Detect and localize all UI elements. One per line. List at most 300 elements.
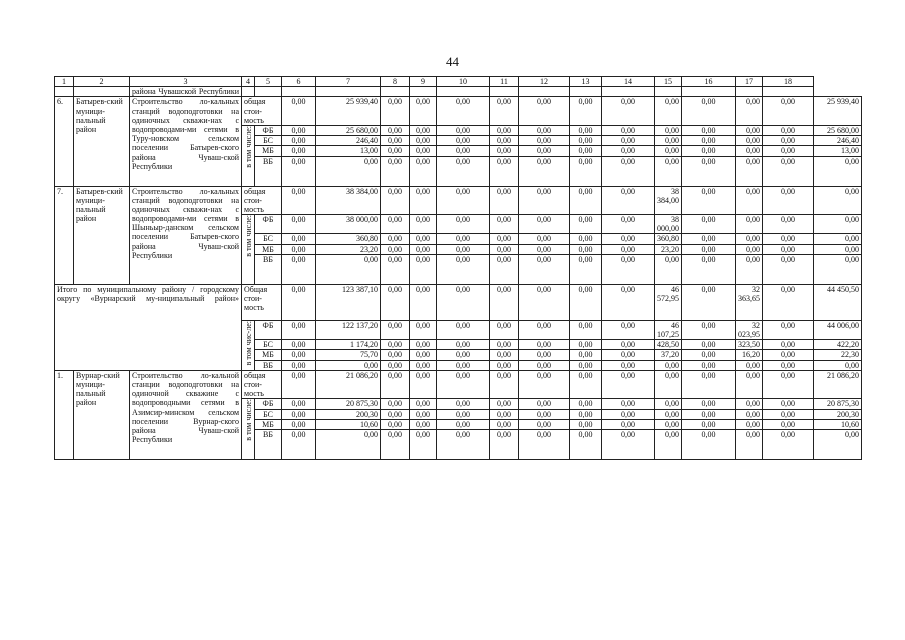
header-row — [55, 77, 862, 87]
source-cell: 0,00 — [602, 429, 655, 459]
total-cell: 0,00 — [682, 370, 736, 399]
source-cell: 0,00 — [602, 234, 655, 244]
total-cost-label: общая стои-мость — [242, 370, 282, 399]
total-cell: 0,00 — [736, 97, 763, 126]
summary-label: Итого по муниципальному району / городскому округу «Вурнарский му-ниципальный район» — [55, 284, 242, 370]
budget-source-label: ВБ — [255, 429, 282, 459]
summary-source-cell: 0,00 — [682, 350, 736, 360]
empty-cell — [736, 87, 763, 97]
source-cell: 0,00 — [763, 419, 814, 429]
source-cell: 0,00 — [410, 146, 437, 156]
summary-source-cell: 0,00 — [410, 360, 437, 370]
summary-cell: 44 450,50 — [814, 284, 862, 320]
row-number: 7. — [55, 186, 74, 284]
total-cell: 0,00 — [437, 370, 490, 399]
source-cell: 246,40 — [316, 136, 381, 146]
total-cost-label: общая стои-мость — [242, 186, 282, 215]
district-name: Батырев-ский муници-пальный район — [74, 97, 130, 186]
source-cell: 13,00 — [316, 146, 381, 156]
district-name: Вурнар-ский муници-пальный район — [74, 370, 130, 459]
column-number: 16 — [682, 77, 736, 87]
summary-source-cell: 75,70 — [316, 350, 381, 360]
total-cell: 0,00 — [814, 186, 862, 215]
source-cell: 0,00 — [763, 125, 814, 135]
summary-source-cell: 0,00 — [437, 360, 490, 370]
source-cell: 0,00 — [437, 146, 490, 156]
summary-source-cell: 32 023,95 — [736, 320, 763, 339]
source-cell: 0,00 — [282, 244, 316, 254]
source-cell: 0,00 — [602, 125, 655, 135]
total-cell: 25 939,40 — [814, 97, 862, 126]
source-cell: 0,00 — [682, 409, 736, 419]
source-cell: 0,00 — [282, 136, 316, 146]
budget-source-label: БС — [255, 340, 282, 350]
project-total-row — [55, 186, 862, 215]
summary-source-cell: 0,00 — [682, 340, 736, 350]
source-cell: 0,00 — [655, 429, 682, 459]
in-total-label — [242, 215, 255, 285]
source-cell: 0,00 — [437, 234, 490, 244]
in-total-label — [242, 399, 255, 460]
source-cell: 0,00 — [682, 125, 736, 135]
source-cell: 23,20 — [655, 244, 682, 254]
summary-source-cell: 37,20 — [655, 350, 682, 360]
total-cell: 0,00 — [519, 97, 570, 126]
total-cell: 0,00 — [763, 370, 814, 399]
source-cell: 0,00 — [282, 156, 316, 186]
empty-cell — [255, 87, 282, 97]
source-cell: 0,00 — [282, 399, 316, 409]
total-cell: 0,00 — [736, 370, 763, 399]
in-total-text: в том чис-ле: — [244, 320, 253, 366]
summary-source-cell: 0,00 — [763, 360, 814, 370]
column-number: 18 — [763, 77, 814, 87]
source-cell: 0,00 — [410, 136, 437, 146]
source-cell: 0,00 — [570, 254, 602, 284]
continuation-row — [55, 87, 862, 97]
summary-source-cell: 0,00 — [410, 350, 437, 360]
source-cell: 0,00 — [490, 399, 519, 409]
source-cell: 0,00 — [381, 409, 410, 419]
source-cell: 0,00 — [381, 156, 410, 186]
total-cell: 0,00 — [437, 97, 490, 126]
total-cell: 0,00 — [602, 97, 655, 126]
summary-source-cell: 0,00 — [602, 360, 655, 370]
source-cell: 0,00 — [682, 136, 736, 146]
source-cell: 0,00 — [682, 399, 736, 409]
summary-source-cell: 0,00 — [682, 320, 736, 339]
source-cell: 0,00 — [410, 156, 437, 186]
source-cell: 0,00 — [410, 125, 437, 135]
summary-source-cell: 0,00 — [490, 360, 519, 370]
source-cell: 0,00 — [437, 244, 490, 254]
source-cell: 0,00 — [381, 234, 410, 244]
source-cell: 0,00 — [437, 409, 490, 419]
source-cell: 20 875,30 — [814, 399, 862, 409]
source-cell: 0,00 — [570, 125, 602, 135]
source-cell: 0,00 — [655, 146, 682, 156]
source-cell: 0,00 — [602, 399, 655, 409]
summary-source-cell: 0,00 — [519, 340, 570, 350]
summary-source-cell: 0,00 — [381, 350, 410, 360]
source-cell: 0,00 — [490, 125, 519, 135]
summary-source-cell: 0,00 — [682, 360, 736, 370]
project-description: Строительство ло-кальной станции водоподготовки на одиночной скважине с водопроводными сетями в Азимсир-минском сельском поселении Вурнар-ского района Чуваш-ской Республики — [130, 370, 242, 459]
source-cell: 0,00 — [814, 215, 862, 234]
source-cell: 0,00 — [437, 254, 490, 284]
total-cell: 0,00 — [381, 97, 410, 126]
summary-source-cell: 0,00 — [410, 340, 437, 350]
source-cell: 0,00 — [763, 399, 814, 409]
empty-cell — [316, 87, 381, 97]
source-cell: 0,00 — [682, 254, 736, 284]
source-cell: 0,00 — [655, 125, 682, 135]
source-cell: 0,00 — [682, 419, 736, 429]
total-cell: 0,00 — [410, 186, 437, 215]
source-cell: 0,00 — [316, 156, 381, 186]
summary-cell: 0,00 — [763, 284, 814, 320]
source-cell: 0,00 — [570, 215, 602, 234]
column-number: 6 — [282, 77, 316, 87]
project-description: района Чувашской Республики — [130, 87, 242, 97]
total-cell: 38 384,00 — [316, 186, 381, 215]
summary-source-cell: 0,00 — [282, 320, 316, 339]
summary-source-cell: 0,00 — [381, 360, 410, 370]
source-cell: 0,00 — [410, 419, 437, 429]
summary-source-cell: 0,00 — [602, 320, 655, 339]
summary-source-cell: 428,50 — [655, 340, 682, 350]
source-cell: 0,00 — [763, 146, 814, 156]
column-number: 7 — [316, 77, 381, 87]
column-number: 12 — [519, 77, 570, 87]
budget-source-label: ФБ — [255, 320, 282, 339]
summary-source-cell: 0,00 — [763, 340, 814, 350]
source-cell: 360,80 — [316, 234, 381, 244]
total-cost-label: общая стои-мость — [242, 97, 282, 126]
column-number: 4 — [242, 77, 255, 87]
source-cell: 0,00 — [655, 419, 682, 429]
summary-cell: 32 363,65 — [736, 284, 763, 320]
budget-source-label: МБ — [255, 419, 282, 429]
source-cell: 0,00 — [763, 429, 814, 459]
source-cell: 0,00 — [602, 244, 655, 254]
total-cell: 0,00 — [736, 186, 763, 215]
source-cell: 0,00 — [490, 215, 519, 234]
source-cell: 0,00 — [316, 254, 381, 284]
empty-cell — [381, 87, 410, 97]
source-cell: 0,00 — [682, 156, 736, 186]
source-cell: 0,00 — [490, 254, 519, 284]
source-cell: 0,00 — [519, 156, 570, 186]
total-cell: 0,00 — [410, 97, 437, 126]
source-cell: 0,00 — [381, 244, 410, 254]
column-number: 17 — [736, 77, 763, 87]
total-cell: 0,00 — [490, 97, 519, 126]
source-cell: 0,00 — [490, 156, 519, 186]
source-cell: 0,00 — [410, 409, 437, 419]
source-cell: 0,00 — [490, 244, 519, 254]
source-cell: 0,00 — [682, 244, 736, 254]
summary-source-cell: 0,00 — [570, 360, 602, 370]
total-cell: 0,00 — [763, 186, 814, 215]
summary-source-cell: 0,00 — [282, 350, 316, 360]
source-cell: 0,00 — [814, 254, 862, 284]
column-number: 9 — [410, 77, 437, 87]
source-cell: 0,00 — [519, 136, 570, 146]
source-cell: 0,00 — [602, 136, 655, 146]
source-cell: 0,00 — [410, 234, 437, 244]
source-cell: 0,00 — [682, 215, 736, 234]
total-cell: 0,00 — [490, 370, 519, 399]
source-cell: 10,60 — [316, 419, 381, 429]
summary-source-cell: 0,00 — [519, 320, 570, 339]
summary-source-cell: 0,00 — [316, 360, 381, 370]
source-cell: 0,00 — [381, 146, 410, 156]
source-cell: 0,00 — [282, 146, 316, 156]
source-cell: 0,00 — [570, 136, 602, 146]
total-cell: 0,00 — [682, 97, 736, 126]
total-cell: 0,00 — [490, 186, 519, 215]
source-cell: 0,00 — [814, 244, 862, 254]
summary-source-cell: 0,00 — [519, 350, 570, 360]
source-cell: 0,00 — [570, 234, 602, 244]
summary-source-cell: 16,20 — [736, 350, 763, 360]
source-cell: 0,00 — [519, 244, 570, 254]
budget-source-label: ФБ — [255, 215, 282, 234]
source-cell: 0,00 — [282, 419, 316, 429]
summary-source-cell: 0,00 — [437, 340, 490, 350]
source-cell: 20 875,30 — [316, 399, 381, 409]
source-cell: 0,00 — [519, 146, 570, 156]
source-cell: 23,20 — [316, 244, 381, 254]
summary-source-cell: 0,00 — [570, 320, 602, 339]
column-number: 2 — [74, 77, 130, 87]
source-cell: 0,00 — [519, 215, 570, 234]
source-cell: 0,00 — [437, 399, 490, 409]
summary-source-cell: 0,00 — [602, 350, 655, 360]
source-cell: 0,00 — [570, 419, 602, 429]
source-cell: 0,00 — [763, 136, 814, 146]
source-cell: 0,00 — [736, 234, 763, 244]
column-number: 11 — [490, 77, 519, 87]
source-cell: 0,00 — [736, 409, 763, 419]
source-cell: 0,00 — [763, 244, 814, 254]
source-cell: 0,00 — [519, 399, 570, 409]
source-cell: 0,00 — [282, 409, 316, 419]
source-cell: 0,00 — [736, 136, 763, 146]
source-cell: 25 680,00 — [814, 125, 862, 135]
source-cell: 0,00 — [736, 125, 763, 135]
source-cell: 0,00 — [655, 399, 682, 409]
summary-source-cell: 422,20 — [814, 340, 862, 350]
total-cell: 25 939,40 — [316, 97, 381, 126]
empty-cell — [519, 87, 570, 97]
source-cell: 0,00 — [519, 419, 570, 429]
summary-source-cell: 44 006,00 — [814, 320, 862, 339]
summary-source-cell: 0,00 — [655, 360, 682, 370]
page-number: 44 — [446, 54, 459, 69]
project-total-row — [55, 370, 862, 399]
budget-source-label: БС — [255, 409, 282, 419]
source-cell: 0,00 — [490, 419, 519, 429]
summary-source-cell: 1 174,20 — [316, 340, 381, 350]
total-cell: 0,00 — [655, 370, 682, 399]
budget-source-label: ВБ — [255, 254, 282, 284]
summary-cell: 0,00 — [381, 284, 410, 320]
total-cell: 0,00 — [519, 186, 570, 215]
source-cell: 0,00 — [437, 429, 490, 459]
summary-source-cell: 122 137,20 — [316, 320, 381, 339]
in-total-text: в том числе: — [244, 215, 253, 257]
source-cell: 0,00 — [736, 146, 763, 156]
source-cell: 0,00 — [655, 156, 682, 186]
source-cell: 0,00 — [736, 156, 763, 186]
summary-source-cell: 0,00 — [437, 350, 490, 360]
project-total-row — [55, 97, 862, 126]
column-number: 14 — [602, 77, 655, 87]
source-cell: 0,00 — [519, 429, 570, 459]
total-cell: 0,00 — [602, 370, 655, 399]
summary-cell: 0,00 — [437, 284, 490, 320]
source-cell: 0,00 — [410, 215, 437, 234]
total-cell: 0,00 — [437, 186, 490, 215]
empty-cell — [282, 87, 316, 97]
source-cell: 0,00 — [736, 429, 763, 459]
source-cell: 0,00 — [437, 136, 490, 146]
budget-source-label: МБ — [255, 244, 282, 254]
empty-cell — [763, 87, 814, 97]
source-cell: 13,00 — [814, 146, 862, 156]
total-cell: 0,00 — [282, 97, 316, 126]
source-cell: 0,00 — [437, 215, 490, 234]
summary-cell: 0,00 — [410, 284, 437, 320]
source-cell: 0,00 — [814, 156, 862, 186]
empty-cell — [437, 87, 490, 97]
source-cell: 0,00 — [736, 254, 763, 284]
source-cell: 0,00 — [736, 419, 763, 429]
source-cell: 0,00 — [410, 399, 437, 409]
column-number: 13 — [570, 77, 602, 87]
source-cell: 0,00 — [682, 234, 736, 244]
total-cell: 0,00 — [682, 186, 736, 215]
summary-source-cell: 323,50 — [736, 340, 763, 350]
source-cell: 0,00 — [282, 234, 316, 244]
budget-table — [54, 76, 862, 460]
summary-source-cell: 0,00 — [381, 320, 410, 339]
total-cell: 0,00 — [381, 186, 410, 215]
source-cell: 0,00 — [437, 156, 490, 186]
source-cell: 0,00 — [602, 419, 655, 429]
source-cell: 0,00 — [655, 254, 682, 284]
source-cell: 200,30 — [814, 409, 862, 419]
in-total-text: в том числе: — [244, 399, 253, 442]
source-cell: 0,00 — [490, 136, 519, 146]
source-cell: 0,00 — [519, 254, 570, 284]
source-cell: 0,00 — [682, 146, 736, 156]
project-description: Строительство ло-кальных станций водоподготовки на одиночных скважи-нах с водопроводами-ми сетями в Шыньыр-данском сельском поселении Батырев-ского района Чуваш-ской Республики — [130, 186, 242, 284]
total-cell: 0,00 — [655, 97, 682, 126]
summary-cell: 0,00 — [602, 284, 655, 320]
total-cost-label: Общая стои-мость — [242, 284, 282, 320]
total-cell: 0,00 — [570, 97, 602, 126]
column-number: 1 — [55, 77, 74, 87]
source-cell: 0,00 — [763, 254, 814, 284]
budget-source-label: МБ — [255, 146, 282, 156]
empty-cell — [682, 87, 736, 97]
source-cell: 0,00 — [570, 146, 602, 156]
source-cell: 0,00 — [736, 244, 763, 254]
source-cell: 0,00 — [602, 254, 655, 284]
budget-source-label: ФБ — [255, 399, 282, 409]
source-cell: 38 000,00 — [316, 215, 381, 234]
total-cell: 21 086,20 — [814, 370, 862, 399]
summary-source-cell: 0,00 — [437, 320, 490, 339]
source-cell: 0,00 — [381, 429, 410, 459]
summary-source-cell: 0,00 — [763, 320, 814, 339]
source-cell: 0,00 — [490, 429, 519, 459]
summary-cell: 46 572,95 — [655, 284, 682, 320]
source-cell: 0,00 — [602, 156, 655, 186]
source-cell: 0,00 — [570, 244, 602, 254]
empty-cell — [55, 87, 74, 97]
budget-source-label: БС — [255, 234, 282, 244]
source-cell: 0,00 — [490, 146, 519, 156]
source-cell: 0,00 — [602, 215, 655, 234]
source-cell: 0,00 — [655, 136, 682, 146]
summary-source-cell: 0,00 — [570, 350, 602, 360]
budget-source-label: МБ — [255, 350, 282, 360]
source-cell: 0,00 — [814, 429, 862, 459]
total-cell: 0,00 — [381, 370, 410, 399]
summary-cell: 0,00 — [570, 284, 602, 320]
source-cell: 0,00 — [570, 429, 602, 459]
source-cell: 0,00 — [381, 254, 410, 284]
source-cell: 0,00 — [490, 234, 519, 244]
source-cell: 0,00 — [410, 429, 437, 459]
total-cell: 0,00 — [519, 370, 570, 399]
source-cell: 25 680,00 — [316, 125, 381, 135]
source-cell: 0,00 — [570, 409, 602, 419]
row-number: 1. — [55, 370, 74, 459]
source-cell: 360,80 — [655, 234, 682, 244]
summary-source-cell: 0,00 — [763, 350, 814, 360]
source-cell: 0,00 — [763, 409, 814, 419]
source-cell: 38 000,00 — [655, 215, 682, 234]
source-cell: 0,00 — [763, 156, 814, 186]
source-cell: 0,00 — [655, 409, 682, 419]
row-number: 6. — [55, 97, 74, 186]
budget-source-label: ВБ — [255, 156, 282, 186]
source-cell: 0,00 — [381, 419, 410, 429]
source-cell: 10,60 — [814, 419, 862, 429]
source-cell: 0,00 — [814, 234, 862, 244]
source-cell: 0,00 — [570, 399, 602, 409]
total-cell: 0,00 — [282, 186, 316, 215]
source-cell: 0,00 — [282, 215, 316, 234]
total-cell: 0,00 — [282, 370, 316, 399]
summary-total-row — [55, 284, 862, 320]
empty-cell — [602, 87, 655, 97]
total-cell: 0,00 — [570, 370, 602, 399]
source-cell: 0,00 — [282, 125, 316, 135]
column-number: 8 — [381, 77, 410, 87]
source-cell: 0,00 — [381, 215, 410, 234]
empty-cell — [410, 87, 437, 97]
summary-source-cell: 0,00 — [814, 360, 862, 370]
source-cell: 200,30 — [316, 409, 381, 419]
empty-cell — [570, 87, 602, 97]
source-cell: 0,00 — [282, 429, 316, 459]
